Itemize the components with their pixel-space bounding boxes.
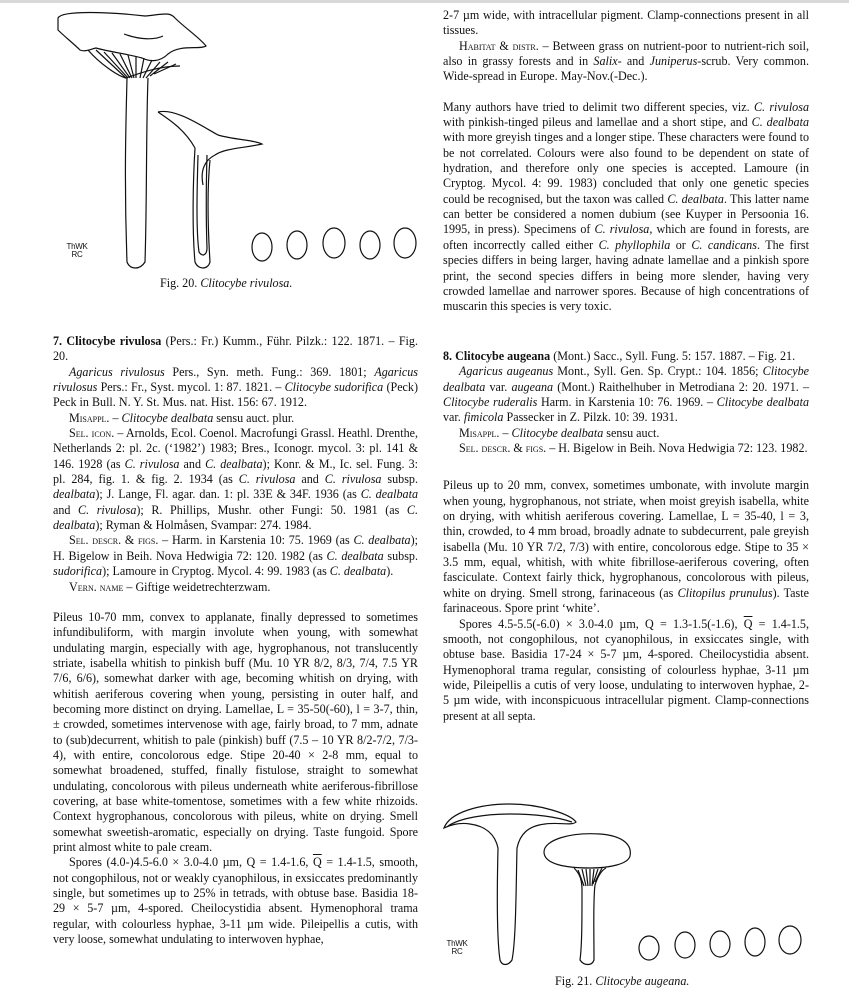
text: –: [109, 410, 122, 425]
text: ); H. Bigelow in Beih. Nova Hedwigia 72: 120. 1982 (as: [53, 533, 418, 563]
mushroom-illustration-fig20: [0, 0, 430, 272]
taxon: C. rivulosa: [324, 472, 382, 487]
text: ); Ryman & Holmåsen, Svampar: 274. 1984.: [95, 518, 312, 533]
taxon: C. phyllophila: [598, 237, 671, 252]
synonyms-paragraph: [443, 364, 809, 425]
species-name: Clitocybe augeana: [455, 349, 551, 363]
figure-21: [440, 790, 849, 990]
caption-prefix: Fig. 20.: [160, 276, 198, 290]
taxon: C. rivulosa: [124, 456, 180, 471]
selected-descriptions-paragraph: [53, 533, 418, 579]
text: Mont., Syll. Gen. Sp. Crypt.: 104. 1856;: [553, 364, 763, 379]
taxon: Clitocybe dealbata: [443, 364, 809, 394]
taxon: Clitopilus prunulus: [677, 585, 773, 600]
taxon: C. rivulosa: [238, 472, 296, 487]
text: –: [499, 425, 512, 440]
initials-line1: ThWK: [446, 939, 468, 948]
taxon: Agaricus augeanus: [459, 364, 554, 379]
initials-line2: RC: [451, 947, 463, 956]
text: var.: [443, 410, 464, 425]
text: or: [670, 237, 692, 252]
figure-20-caption: [160, 276, 292, 291]
illustrator-initials-fig20: [62, 243, 92, 259]
habitat-label: Habitat & distr.: [459, 38, 539, 53]
taxon: Clitocybe dealbata: [511, 425, 604, 440]
q-mean-symbol: $\overline{Q}$: [743, 616, 753, 631]
text: Passecker in Z. Pilzk. 10: 39. 1931.: [503, 410, 678, 425]
illustrator-initials-fig21: [442, 940, 472, 956]
text: and: [179, 456, 206, 471]
species-8-heading: [443, 349, 809, 364]
species-7-heading: [53, 334, 418, 365]
text: and: [53, 502, 79, 517]
text: ).: [386, 564, 394, 579]
text: ); R. Phillips, Mushr. other Fungi: 50. 1981 (as: [136, 502, 407, 517]
taxon: Agaricus rivulosus: [69, 364, 165, 379]
caption-species: Clitocybe augeana.: [595, 974, 690, 988]
sel-descr-label: Sel. descr. & figs.: [459, 441, 547, 456]
taxon: C. rivulosa: [594, 222, 650, 237]
text: sensu auct.: [603, 425, 660, 440]
text: ). Taste farinaceous. Spore print ‘white’.: [443, 585, 809, 616]
habitat-paragraph: [443, 39, 809, 85]
figure-21-caption: [555, 974, 689, 989]
synonyms-paragraph: [53, 365, 418, 411]
misappl-label: Misappl.: [69, 410, 110, 425]
text: – Arnolds, Ecol. Coenol. Macrofungi Grassl. Heathl. Drenthe, Netherlands 2: pl. 2c. (‘1982’) 1983; Bres., Iconogr. mycol. 3: pl. 141 & 146. 1928 (as: [53, 426, 419, 471]
selected-descriptions-paragraph: [443, 441, 809, 456]
spacer: [443, 456, 809, 478]
text: var.: [485, 379, 512, 394]
text: Pileus up to 20 mm, convex, sometimes umbonate, with involute margin when young, hygrophanous, not striate, when moist greyish isabella, white on drying, with whitish aeriferous covering. Lamellae, L = 35-40, l = 3, thin, crowded, to 4 mm broad, broadly adnate to subdecurrent, pale greyish isabella (Mu. 10 YR 7/2, 7/3) with entire, concolorous edge. Stipe to 35 × 3.5 mm, equal, whitish, with white fibrillose-aeriferous covering, often fasciculate. Context fairly thick, hygrophanous, concolorous with pileus, white on drying. Smell strong, farinaceous (as: [443, 478, 809, 600]
misapplied-paragraph: [53, 411, 418, 426]
text: - and: [617, 54, 650, 69]
spacer: [53, 595, 418, 610]
taxon: Juniperus: [649, 54, 698, 69]
initials-line1: ThWK: [66, 242, 88, 251]
text: Pers., Syn. meth. Fung.: 369. 1801;: [164, 364, 375, 379]
text: . The first species differs in being larger, having adnate lamellae and a pinkish spore print, the second species differs in being more slender, having very crowded lamellae and narrower spores. Because of high concentrations of muscarin this species is very toxic.: [443, 237, 810, 314]
taxon: fimicola: [463, 410, 504, 425]
text: and: [295, 472, 325, 487]
species-7-spores: [53, 855, 418, 947]
taxon: Agaricus rivulosus: [53, 364, 418, 395]
species-authority: (Mont.) Sacc., Syll. Fung. 5: 157. 1887. – Fig. 21.: [550, 349, 796, 363]
caption-species: Clitocybe rivulosa.: [200, 276, 293, 290]
text: subsp.: [383, 548, 418, 563]
text: – Harm. in Karstenia 10: 75. 1969 (as: [158, 533, 354, 548]
text: -scrub. Very common. Wide-spread in Europe. May-Nov.(-Dec.).: [443, 54, 810, 84]
text: = 1.4-1.5, smooth, not congophilous, not or weakly cyanophilous, in exsiccates predominantly single, but sometimes up to 25% in tetrads, with obtuse base. Basidia 18-29 × 5-7 µm, 4-spored. Cheilocystidia absent. Hymenophoral trama regular, with colourless hyphae, 3-11 µm wide. Pileipellis a cutis, with very loose, somewhat undulating to interwoven hyphae,: [53, 855, 418, 947]
taxon: C. dealbata: [667, 191, 724, 206]
text: ); Lamoure in Cryptog. Mycol. 4: 99. 1983 (as: [102, 564, 330, 579]
text: Spores (4.0-)4.5-6.0 × 3.0-4.0 µm, Q = 1.4-1.6,: [69, 855, 313, 870]
species-8-description: [443, 478, 809, 616]
taxon: augeana: [511, 379, 554, 394]
text: subsp.: [381, 472, 418, 487]
taxonomic-note-paragraph: [443, 100, 809, 315]
species-number: 7.: [53, 334, 63, 348]
text: – Between grass on nutrient-poor to nutrient-rich soil, also in grassy forests and in: [443, 38, 810, 69]
text: ); J. Lange, Fl. agar. dan. 1: pl. 33E & 34F. 1936 (as: [95, 487, 361, 502]
spacer: [443, 85, 809, 100]
taxon: C. rivulosa: [78, 502, 137, 517]
taxon: Salix: [593, 54, 618, 69]
species-number: 8.: [443, 349, 453, 363]
vern-name-label: Vern. name: [69, 579, 124, 594]
q-mean-symbol: $\overline{Q}$: [312, 855, 322, 870]
text: Many authors have tried to delimit two different species, viz.: [443, 99, 754, 114]
species-authority: (Pers.: Fr.) Kumm., Führ. Pilzk.: 122. 1871. – Fig. 20.: [53, 334, 418, 364]
species-8-spores: [443, 617, 809, 724]
taxon: C. dealbata: [353, 533, 411, 548]
taxon: dealbata: [53, 487, 96, 502]
caption-prefix: Fig. 21.: [555, 974, 593, 988]
taxon: C. dealbata: [205, 456, 263, 471]
species-8-entry: [443, 349, 809, 724]
taxon: Clitocybe ruderalis: [443, 395, 538, 410]
text: (Mont.) Raithelhuber in Metrodiana 2: 20. 1971. –: [553, 379, 809, 394]
mushroom-illustration-fig21: [440, 790, 849, 970]
text: (Peck) Peck in Bull. N. Y. St. Mus. nat. Hist. 156: 67. 1912.: [53, 380, 419, 410]
species-name: Clitocybe rivulosa: [66, 334, 162, 348]
text: = 1.4-1.5, smooth, not congophilous, not cyanophilous, in exsiccates single, with obtuse base. Basidia 17-24 × 5-7 µm, 4-spored. Cheilocystidia absent. Hymenophoral trama regular, consisting of colourless hyphae, 3-11 µm wide, Pileipellis a cutis of very loose, undulating to interwoven hyphae, 2-5 µm wide, with inconspicuous intracellular pigment. Clamp-connections present at all septa.: [443, 616, 809, 723]
text: . This latter name can better be considered a nomen dubium (see Kuyper in Persoonia 16. 1995, in press). Specimens of: [443, 191, 809, 237]
species-7-description: Pileus 10-70 mm, convex to applanate, finally depressed to sometimes infundibuliform, with margin involute when young, with somewhat undulating margin, especially with age, hygrophanous, not translucently striate, isabella whitish to pinkish buff (Mu. 10 YR 8/2, 8/3, 7/4, 7.5 YR 7/6, 6/6), somewhat darker with age, becoming whitish on drying, with whitish aeriferous covering when young, persisting in outer half, and becoming more distinct on drying. Lamellae, L = 35-50(-60), l = 3-7, thin, ± crowded, sometimes intervenose with age, fairly broad, to 7 mm, adnate to (sub)decurrent, whitish to pale (pinkish) buff (7.5 – 10 YR 8/2-7/2, 7/3-4), with entire, concolorous edge. Stipe 20-40 × 2-8 mm, equal to somewhat broadened, stuffed, finally fistulose, straight to somewhat undulating, concolorous with pileus underneath white aeriferous-fibrillose covering, at base white-tomentose, sometimes with a few white rhizoids. Context hygrophanous, concolorous with pileus, white on drying. Smell somewhat sweetish-aromatic, especially on drying. Taste fungoid. Spore print almost white to pale cream.: [53, 609, 418, 854]
taxon: C. dealbata: [53, 502, 418, 533]
species-7-entry: [53, 334, 418, 947]
text: with more greyish tinges and a longer stipe. These characters were found to be not correlated. Colours were also found to be dependent on state of hydration, and therefore only one species is accepted. Lamoure (in Cryptog. Mycol. 4: 99. 1983) concluded that only one genetic species could be recognised, but the taxon was called: [443, 130, 809, 206]
misapplied-paragraph: [443, 426, 809, 441]
taxon: Clitocybe dealbata: [716, 395, 809, 410]
initials-line2: RC: [71, 250, 83, 259]
clamp-connections-paragraph: 2-7 µm wide, with intracellular pigment. Clamp-connections present in all tissues.: [443, 8, 809, 38]
figure-20: [0, 0, 430, 300]
text: Pers.: Fr., Syst. mycol. 1: 87. 1821. –: [97, 380, 285, 395]
text: with pinkish-tinged pileus and lamellae and a short stipe, and: [443, 115, 752, 130]
right-column-top: [443, 8, 809, 315]
taxon: C. dealbata: [360, 487, 419, 502]
text: ); Konr. & M., Ic. sel. Fung. 3: pl. 284, fig. 1. & fig. 2. 1934 (as: [53, 456, 418, 487]
vernacular-name-paragraph: [53, 580, 418, 595]
taxon: C. dealbata: [751, 115, 809, 130]
taxon: Clitocybe dealbata: [121, 410, 214, 425]
text: , which are found in forests, are often incorrectly called either: [443, 222, 809, 252]
taxon: C. dealbata: [329, 564, 387, 579]
text: Spores 4.5-5.5(-6.0) × 3.0-4.0 µm, Q = 1.3-1.5(-1.6),: [459, 616, 744, 631]
text: Harm. in Karstenia 10: 76. 1969. –: [537, 395, 717, 410]
sel-icon-label: Sel. icon.: [69, 426, 115, 441]
taxon: C. rivulosa: [753, 99, 809, 114]
taxon: Clitocybe sudorifica: [284, 380, 384, 395]
selected-icons-paragraph: [53, 426, 418, 533]
text: sensu auct. plur.: [213, 410, 295, 425]
misappl-label: Misappl.: [459, 425, 500, 440]
sel-descr-label: Sel. descr. & figs.: [69, 533, 159, 548]
text: – H. Bigelow in Beih. Nova Hedwigia 72: 123. 1982.: [546, 441, 808, 456]
text: – Giftige weidetrechterzwam.: [123, 579, 271, 594]
taxon: C. candicans: [691, 237, 757, 252]
taxon: sudorifica: [53, 564, 103, 579]
taxon: C. dealbata: [326, 548, 384, 563]
